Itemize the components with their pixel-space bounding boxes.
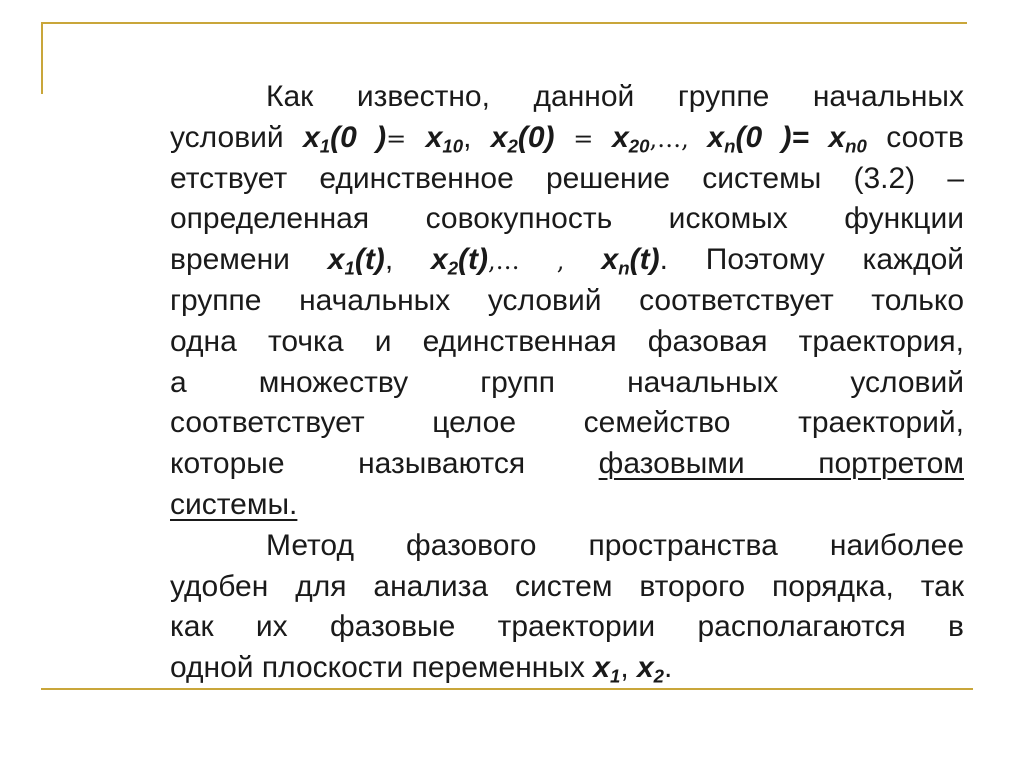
math-subscript: n0: [845, 135, 867, 157]
text-segment: ,: [620, 651, 637, 685]
math-ellipsis: ,…,: [649, 124, 708, 153]
math-equals: =: [386, 124, 407, 153]
math-variable: x: [593, 651, 610, 685]
text-segment: условий: [170, 120, 304, 154]
math-variable: x: [601, 243, 619, 277]
math-subscript: 10: [442, 135, 464, 157]
underlined-term: системы.: [170, 487, 298, 521]
math-variable: (t): [458, 243, 489, 277]
math-subscript: 20: [628, 135, 650, 157]
math-variable: x: [327, 243, 345, 277]
text-segment: ,: [463, 120, 491, 154]
text-line: [170, 240, 964, 281]
text-line: [170, 403, 964, 444]
text-segment: . Поэтому каждой: [659, 243, 965, 277]
text-line: [170, 199, 964, 240]
math-variable: x: [425, 120, 443, 154]
math-variable: (0 ): [330, 120, 387, 154]
math-variable: x: [612, 120, 629, 154]
text-segment: Как известно, данной группе начальных: [266, 80, 964, 113]
text-segment: определенная совокупность искомых функции: [170, 202, 964, 236]
math-subscript: n: [618, 257, 630, 279]
math-variable: (0): [517, 120, 555, 154]
left-border-line: [41, 22, 43, 94]
text-line: [170, 77, 964, 118]
text-segment: а множеству групп начальных условий: [170, 365, 964, 399]
text-line: [170, 567, 964, 608]
math-equals: =: [554, 124, 613, 153]
text-line: [170, 607, 964, 648]
underlined-term: фазовыми портретом: [598, 447, 964, 481]
math-variable: x: [636, 651, 654, 685]
math-variable: (0 )= x: [735, 120, 846, 154]
text-line: [170, 118, 964, 159]
text-segment: соответствует целое семейство траекторий,: [170, 406, 964, 440]
slide-body: [170, 77, 964, 689]
math-ellipsis: ,… ,: [488, 247, 602, 276]
text-segment: одной плоскости переменных: [170, 651, 594, 685]
text-segment: одна точка и единственная фазовая траектория,: [170, 324, 964, 358]
text-segment: .: [664, 651, 673, 685]
text-line: [170, 526, 964, 567]
math-subscript: n: [724, 135, 736, 157]
math-variable: x: [303, 120, 320, 154]
text-segment: ,: [384, 243, 431, 277]
bottom-border-line: [41, 688, 973, 690]
text-line: [170, 322, 964, 363]
math-variable: (t): [354, 243, 385, 277]
math-subscript: 1: [319, 135, 331, 157]
text-line: [170, 159, 964, 200]
text-line: [170, 281, 964, 322]
math-subscript: 2: [653, 665, 665, 687]
text-segment: етствует единственное решение системы (3.2) –: [170, 161, 964, 195]
text-segment: удобен для анализа систем второго порядка, так: [170, 569, 964, 603]
math-subscript: 2: [447, 257, 459, 279]
text-segment: как их фазовые траектории располагаются в: [170, 610, 964, 644]
text-segment: которые называются: [170, 447, 599, 481]
math-variable: x: [431, 243, 448, 277]
text-segment: Метод фазового пространства наиболее: [266, 528, 964, 562]
math-variable: x: [490, 120, 508, 154]
text-line: [170, 444, 964, 485]
math-variable: x: [707, 120, 725, 154]
text-segment: времени: [170, 243, 328, 277]
math-subscript: 2: [507, 135, 518, 157]
text-line: [170, 363, 964, 404]
text-segment: группе начальных условий соответствует только: [170, 283, 964, 317]
top-border-line: [41, 22, 967, 24]
math-subscript: 1: [344, 257, 355, 279]
text-line: [170, 485, 964, 526]
text-line: [170, 648, 964, 689]
math-variable: (t): [629, 243, 660, 277]
text-segment: соотв: [866, 120, 964, 154]
math-subscript: 1: [609, 665, 621, 687]
